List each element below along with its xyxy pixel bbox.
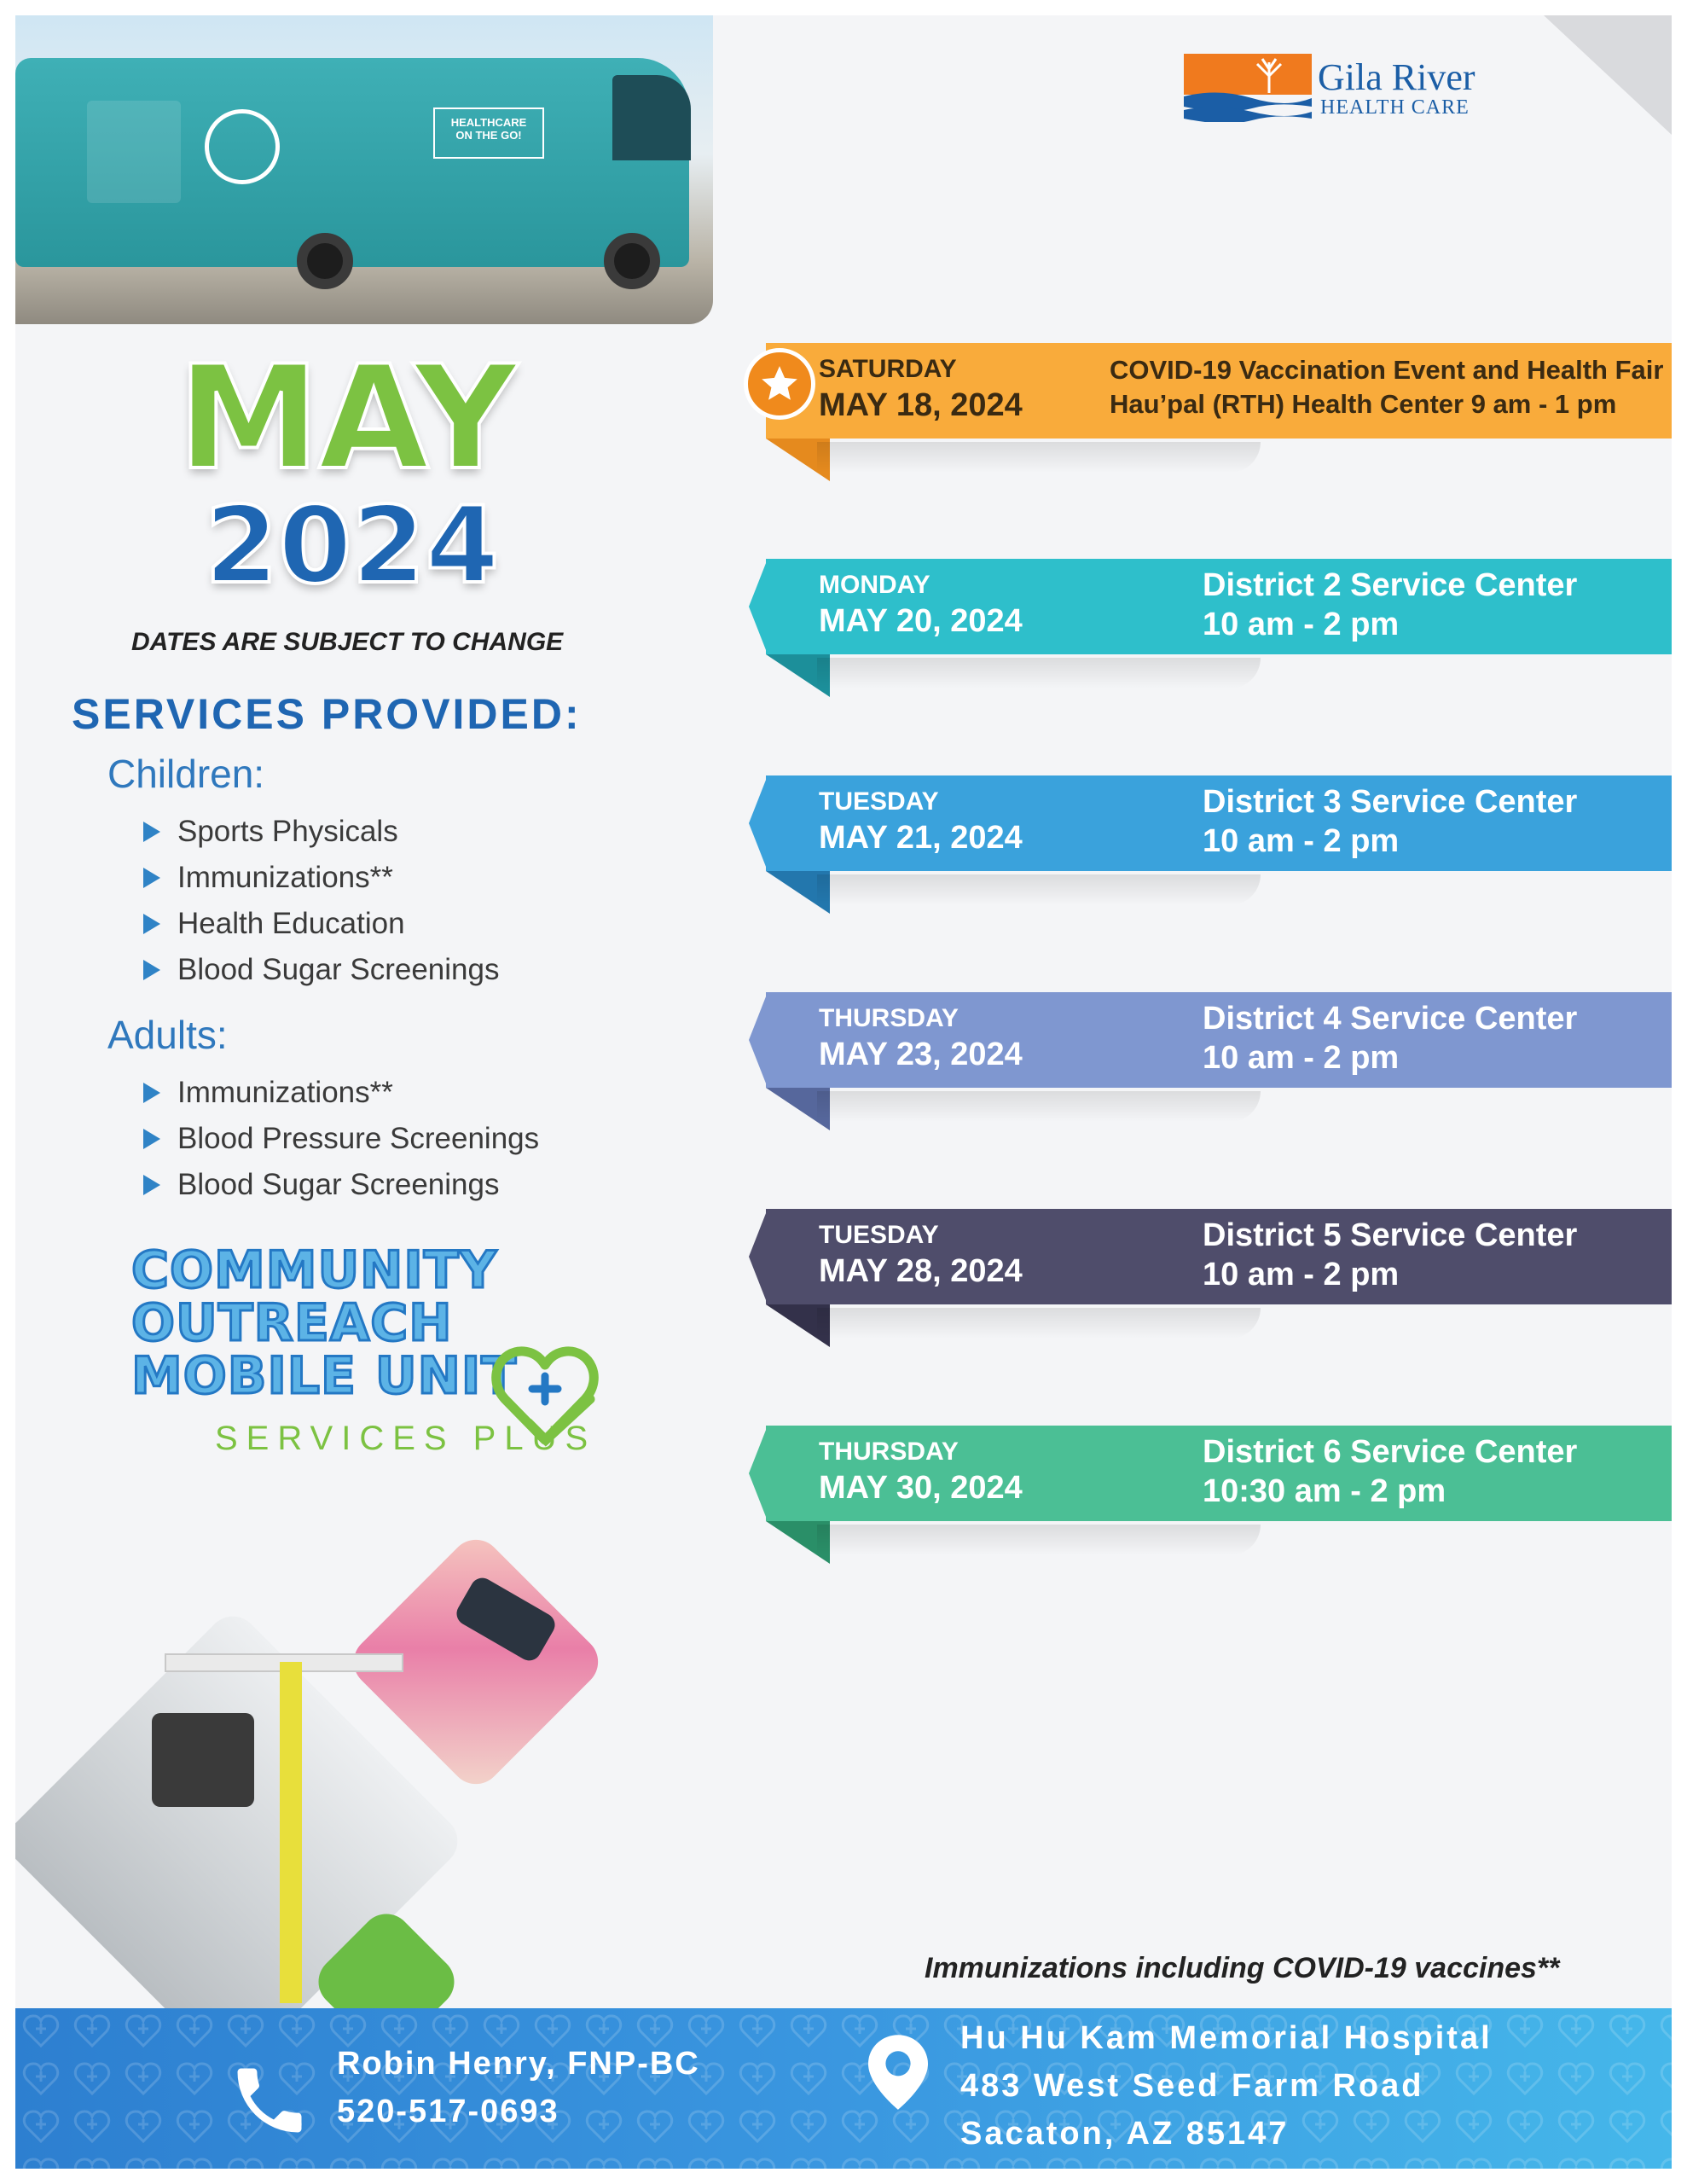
services-title: SERVICES PROVIDED: <box>72 690 582 738</box>
event-date: MAY 30, 2024 <box>819 1470 1023 1506</box>
ribbon-shadow <box>817 1525 1261 1555</box>
ribbon-point <box>749 1426 768 1521</box>
service-label: Blood Pressure Screenings <box>177 1122 540 1155</box>
children-heading: Children: <box>107 752 265 796</box>
event-day: TUESDAY <box>819 787 939 816</box>
ribbon-shadow <box>817 874 1261 905</box>
event-day: MONDAY <box>819 571 930 599</box>
contact-phone-number: 520-517-0693 <box>337 2094 559 2129</box>
event-location: District 5 Service Center <box>1203 1217 1578 1253</box>
event-day: SATURDAY <box>819 355 957 383</box>
bus-heart-icon <box>205 109 280 184</box>
event-date: MAY 21, 2024 <box>819 820 1023 856</box>
service-label: Blood Sugar Screenings <box>177 953 500 986</box>
children-services-list <box>143 809 499 993</box>
schedule-item-may-21 <box>766 775 1672 871</box>
service-label: Immunizations** <box>177 1076 393 1109</box>
logo-line-outreach: OUTREACH <box>131 1293 453 1353</box>
event-date: MAY 18, 2024 <box>819 387 1023 423</box>
contact-footer <box>15 2008 1672 2169</box>
bus-side-logo <box>87 101 181 203</box>
ribbon-point <box>749 992 768 1088</box>
gila-river-logo <box>1184 54 1542 131</box>
event-time: Hau’pal (RTH) Health Center 9 am - 1 pm <box>1110 389 1617 419</box>
location-pin-icon <box>868 2034 928 2111</box>
bullet-triangle-icon <box>143 1175 160 1195</box>
schedule-item-may-20 <box>766 559 1672 654</box>
logo-line-services-plus: SERVICES PLUS <box>215 1420 597 1457</box>
event-time: 10 am - 2 pm <box>1203 1257 1400 1292</box>
logo-subtitle: HEALTH CARE <box>1320 96 1470 119</box>
bus-side-text: HEALTHCARE ON THE GO! <box>450 116 527 142</box>
event-day: THURSDAY <box>819 1004 959 1032</box>
address-line-3: Sacaton, AZ 85147 <box>960 2116 1290 2152</box>
corner-flap <box>1544 15 1672 135</box>
month-heading: MAY <box>177 334 516 502</box>
list-item <box>143 1116 539 1162</box>
ribbon-shadow <box>817 1091 1261 1122</box>
service-label: Health Education <box>177 907 405 940</box>
bullet-triangle-icon <box>143 1129 160 1149</box>
event-time: 10 am - 2 pm <box>1203 1040 1400 1076</box>
list-item <box>143 809 499 855</box>
flyer-page <box>15 15 1672 2169</box>
ribbon-shadow <box>817 442 1261 473</box>
address-line-2: 483 West Seed Farm Road <box>960 2068 1424 2104</box>
service-label: Sports Physicals <box>177 815 398 848</box>
phone-icon <box>227 2058 312 2143</box>
schedule-item-may-28 <box>766 1209 1672 1304</box>
address-line-1: Hu Hu Kam Memorial Hospital <box>960 2020 1493 2056</box>
ribbon-point <box>749 559 768 654</box>
event-date: MAY 20, 2024 <box>819 603 1023 639</box>
logo-name: Gila River <box>1318 56 1475 98</box>
ribbon-shadow <box>817 658 1261 688</box>
featured-star-icon <box>744 348 815 420</box>
bus-front-wheel <box>604 233 660 289</box>
logo-line-community: COMMUNITY <box>131 1240 498 1300</box>
bullet-triangle-icon <box>143 868 160 888</box>
ribbon-point <box>749 1209 768 1304</box>
ribbon-point <box>749 775 768 871</box>
event-location: District 2 Service Center <box>1203 567 1578 603</box>
event-location: COVID-19 Vaccination Event and Health Fair <box>1110 355 1664 385</box>
schedule-item-may-23 <box>766 992 1672 1088</box>
logo-line-mobile-unit: MOBILE UNIT <box>131 1346 518 1406</box>
event-location: District 6 Service Center <box>1203 1434 1578 1470</box>
schedule-item-may-18 <box>766 343 1672 439</box>
dates-subject-notice: DATES ARE SUBJECT TO CHANGE <box>131 628 564 656</box>
list-item <box>143 855 499 901</box>
list-item <box>143 1162 539 1208</box>
heart-plus-icon <box>490 1339 600 1459</box>
bullet-triangle-icon <box>143 822 160 842</box>
contact-name: Robin Henry, FNP-BC <box>337 2046 700 2082</box>
list-item <box>143 1070 539 1116</box>
immunizations-footnote: Immunizations including COVID-19 vaccines** <box>925 1952 1560 1984</box>
bullet-triangle-icon <box>143 1083 160 1103</box>
ribbon-shadow <box>817 1308 1261 1339</box>
event-time: 10:30 am - 2 pm <box>1203 1473 1446 1509</box>
list-item <box>143 901 499 947</box>
service-label: Blood Sugar Screenings <box>177 1168 500 1201</box>
star-icon <box>758 363 801 405</box>
bus-windshield <box>612 75 691 160</box>
bus-rear-wheel <box>297 233 353 289</box>
schedule-item-may-30 <box>766 1426 1672 1521</box>
bullet-triangle-icon <box>143 960 160 980</box>
event-location: District 3 Service Center <box>1203 784 1578 820</box>
event-date: MAY 28, 2024 <box>819 1253 1023 1289</box>
event-location: District 4 Service Center <box>1203 1001 1578 1037</box>
bullet-triangle-icon <box>143 914 160 934</box>
year-heading: 2024 <box>205 485 500 607</box>
mobile-unit-bus-photo <box>15 15 713 324</box>
service-label: Immunizations** <box>177 861 393 894</box>
scale-weight-knob <box>152 1713 254 1807</box>
measuring-tape <box>280 1662 302 2003</box>
list-item <box>143 947 499 993</box>
event-time: 10 am - 2 pm <box>1203 607 1400 642</box>
event-time: 10 am - 2 pm <box>1203 823 1400 859</box>
adults-services-list <box>143 1070 539 1208</box>
bus-healthcare-sign <box>433 107 544 159</box>
event-day: THURSDAY <box>819 1438 959 1466</box>
community-outreach-logo <box>131 1240 609 1466</box>
adults-heading: Adults: <box>107 1013 228 1057</box>
event-day: TUESDAY <box>819 1221 939 1249</box>
event-date: MAY 23, 2024 <box>819 1037 1023 1072</box>
logo-mark-icon <box>1184 54 1312 122</box>
